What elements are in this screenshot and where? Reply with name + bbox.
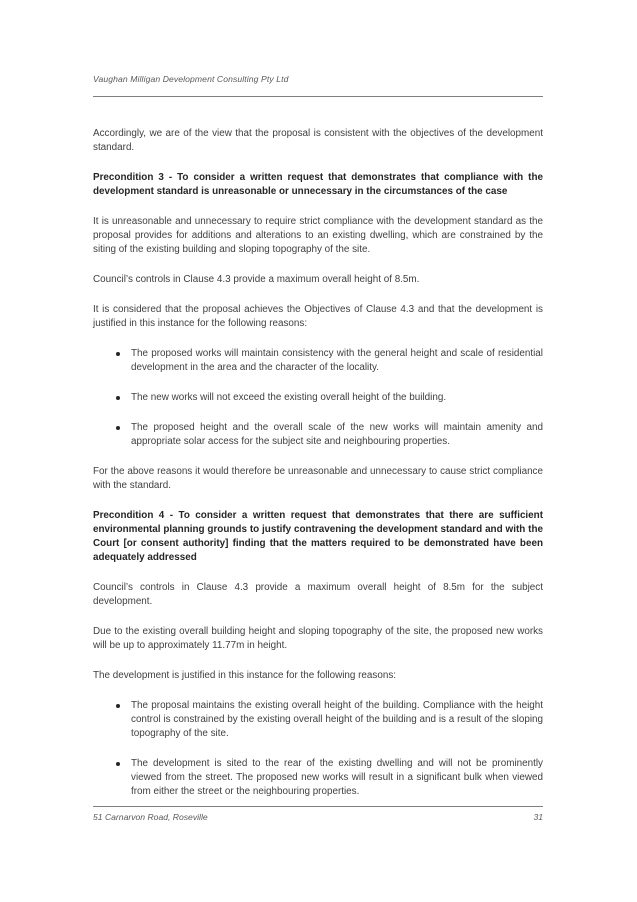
- paragraph-existing-height: Due to the existing overall building height and sloping topography of the site, the proposed new works will be up to approximately 11.77m in height.: [93, 626, 543, 651]
- heading-precondition-4: Precondition 4 - To consider a written request that demonstrates that there are sufficient environmental planning grounds to justify contravening the development standard and with the Court [or consent authority] finding that the matters required to be demonstrated have been adequately addressed: [93, 510, 543, 563]
- footer-divider: [93, 806, 543, 807]
- heading-precondition-3: Precondition 3 - To consider a written request that demonstrates that compliance with the development standard is unreasonable or unnecessary in the circumstances of the case: [93, 172, 543, 197]
- paragraph-council-controls: Council’s controls in Clause 4.3 provide a maximum overall height of 8.5m for the subject development.: [93, 582, 543, 607]
- reasons-list-2: [93, 699, 543, 799]
- footer-address: 51 Carnarvon Road, Roseville: [93, 812, 208, 822]
- list-item: The proposed height and the overall scale of the new works will maintain amenity and appropriate solar access for the subject site and neighbouring properties.: [93, 421, 543, 449]
- paragraph-objectives: It is considered that the proposal achieves the Objectives of Clause 4.3 and that the development is justified in this instance for the following reasons:: [93, 304, 543, 329]
- paragraph-unreasonable: It is unreasonable and unnecessary to require strict compliance with the development standard as the proposal provides for additions and alterations to an existing dwelling, which are constrained by the siting of the existing building and sloping topography of the site.: [93, 216, 543, 255]
- list-item: The proposal maintains the existing overall height of the building. Compliance with the height control is constrained by the existing overall height of the building and is a result of the sloping topography of the site.: [93, 699, 543, 741]
- paragraph-above-reasons: For the above reasons it would therefore be unreasonable and unnecessary to cause strict compliance with the standard.: [93, 466, 543, 491]
- document-header: Vaughan Milligan Development Consulting Pty Ltd: [93, 74, 289, 84]
- header-divider: [93, 96, 543, 97]
- paragraph-controls: Council’s controls in Clause 4.3 provide a maximum overall height of 8.5m.: [93, 274, 420, 285]
- document-body: [93, 127, 543, 799]
- list-item: The new works will not exceed the existing overall height of the building.: [93, 391, 543, 405]
- list-item: The proposed works will maintain consistency with the general height and scale of residential development in the area and the character of the locality.: [93, 347, 543, 375]
- list-item: The development is sited to the rear of the existing dwelling and will not be prominently viewed from the street. The proposed new works will result in a significant bulk when viewed from either the street or the neighbouring properties.: [93, 757, 543, 799]
- paragraph-justified: The development is justified in this instance for the following reasons:: [93, 670, 396, 681]
- paragraph-conclusion: Accordingly, we are of the view that the proposal is consistent with the objectives of the development standard.: [93, 128, 543, 153]
- reasons-list-1: [93, 347, 543, 449]
- page-number: 31: [533, 812, 543, 822]
